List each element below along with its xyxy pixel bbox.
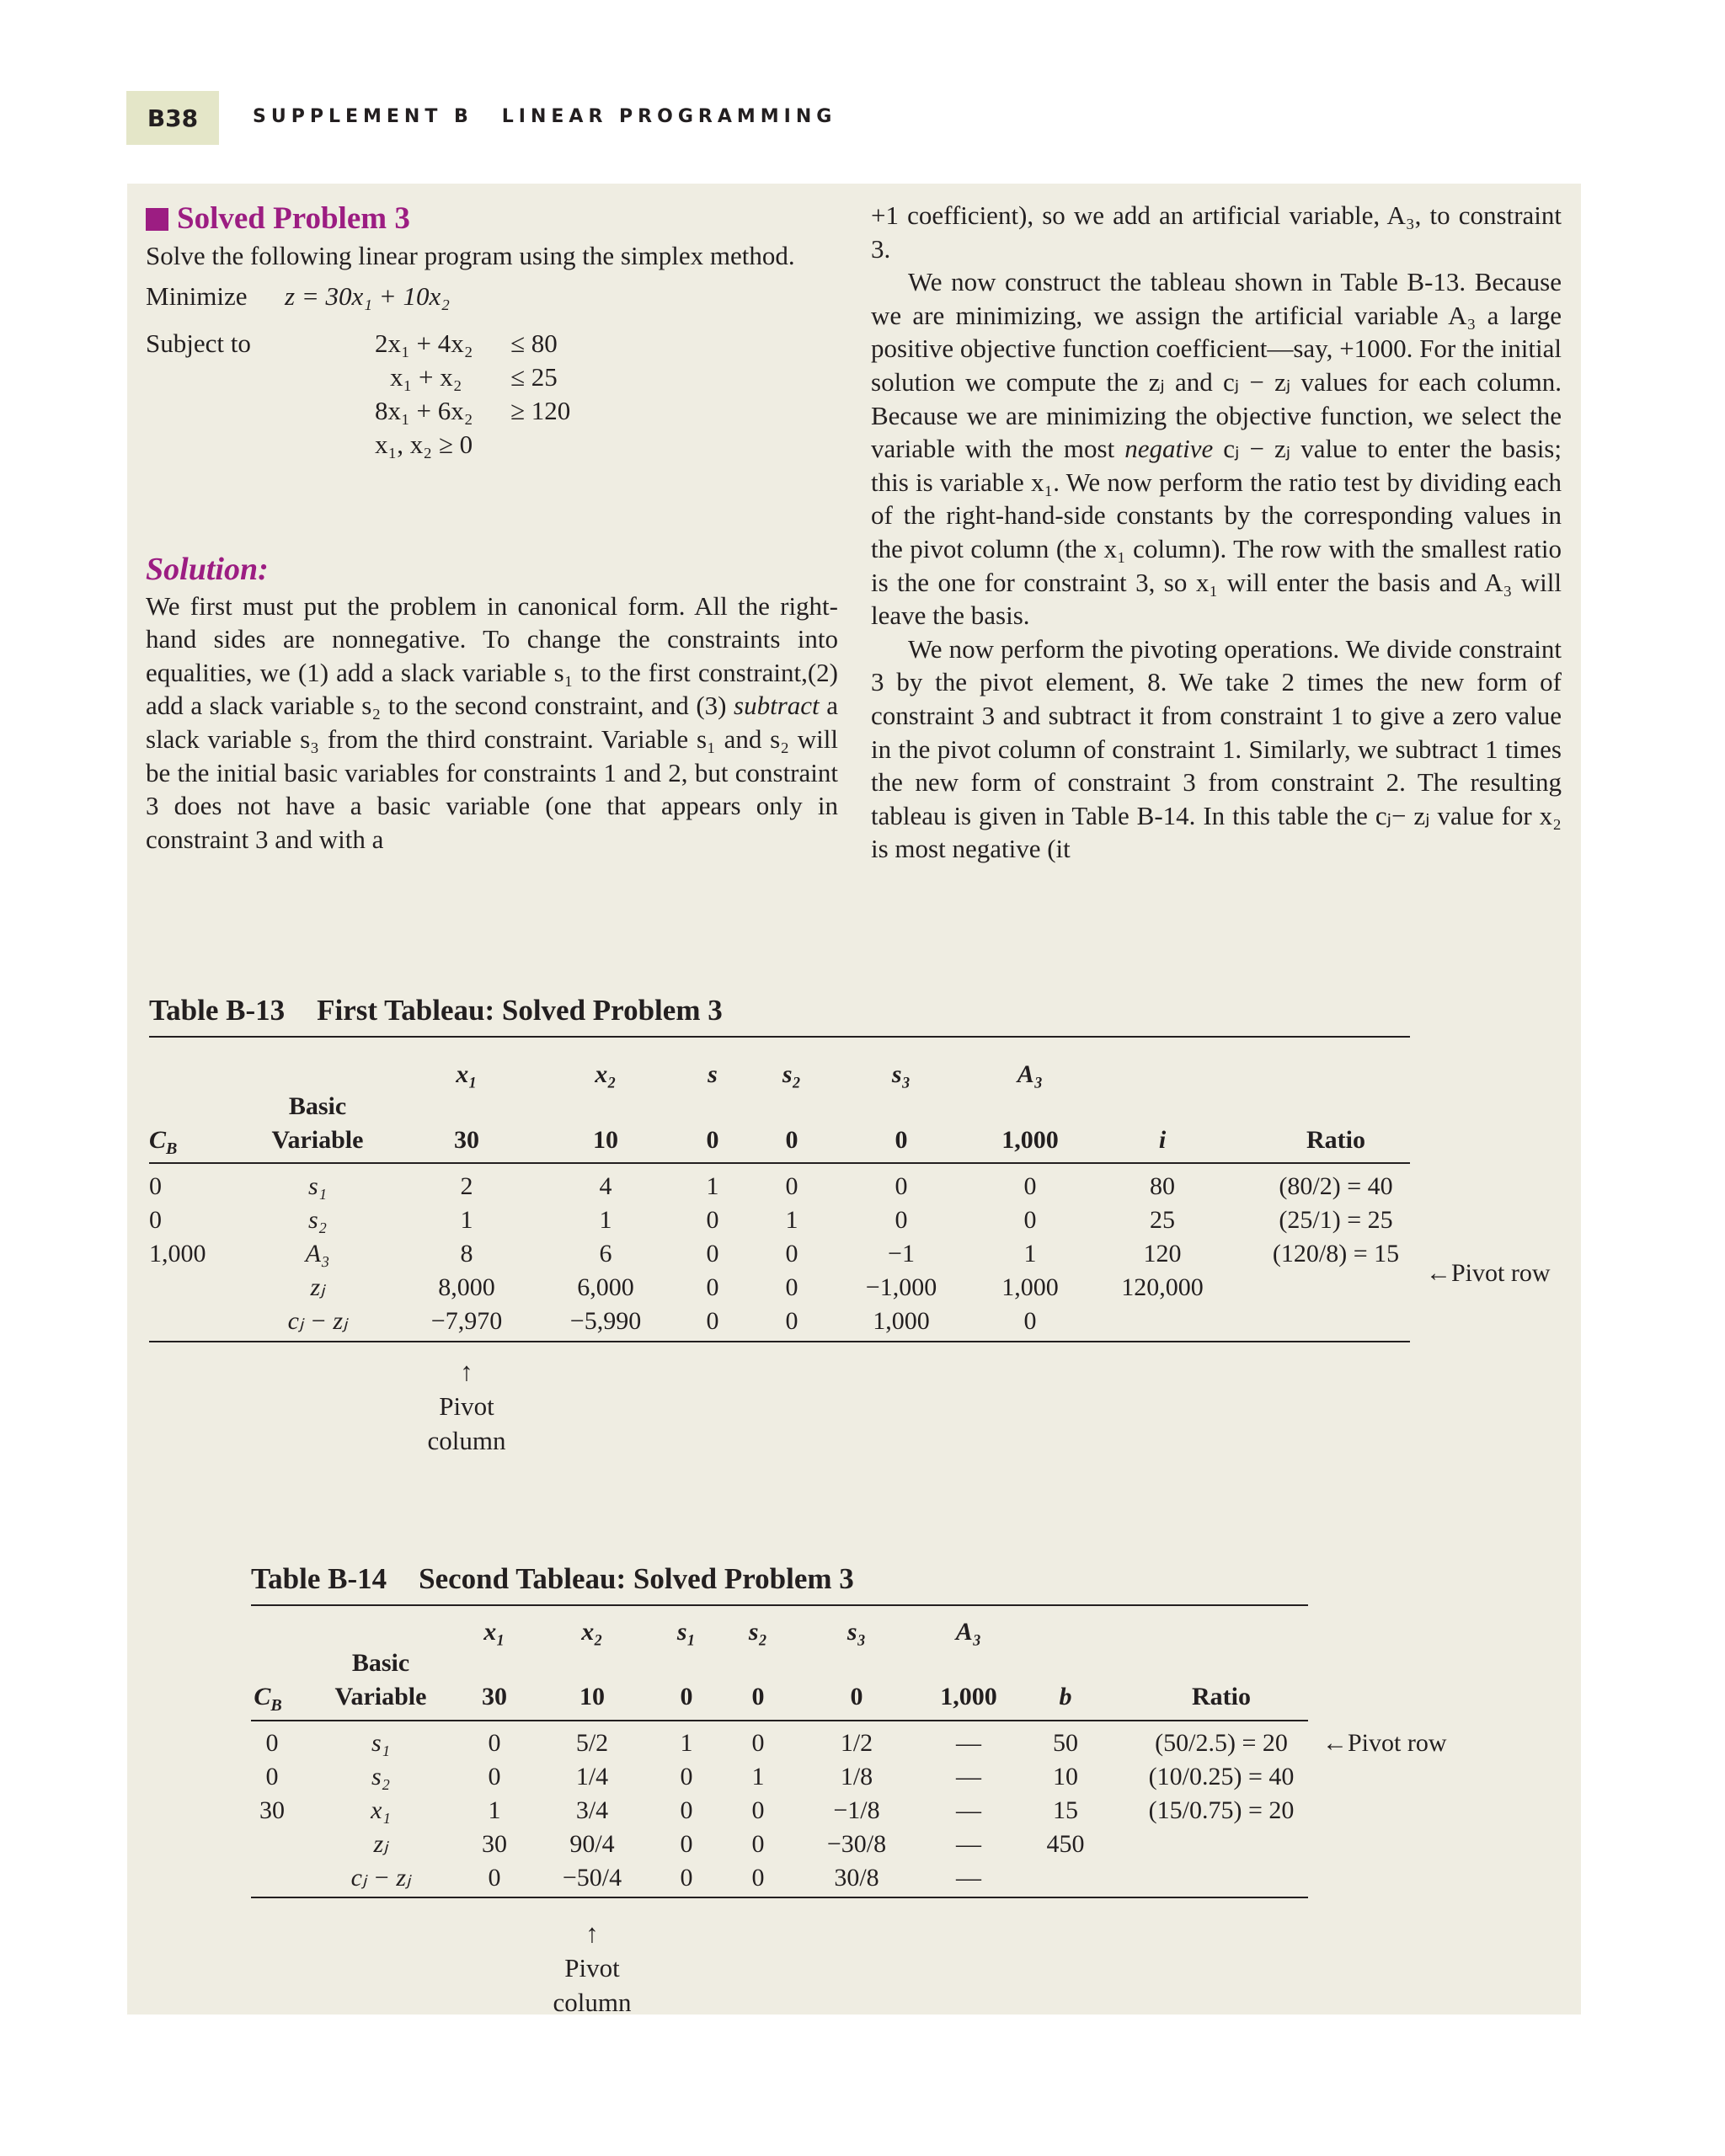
basic-variable-cell: zⱼ (310, 1273, 325, 1301)
cb-subscript: B (166, 1139, 178, 1158)
table-top-rule (149, 1036, 1410, 1038)
s3-cell: 0 (895, 1206, 908, 1234)
a3-cell: 0 (1023, 1172, 1037, 1200)
table-number: Table B-13 (149, 994, 286, 1027)
ratio-cell: (25/1) = 25 (1279, 1206, 1393, 1234)
col-header: x₂ (595, 1060, 617, 1088)
cost-coef: 1,000 (940, 1683, 997, 1710)
cost-coef: 30 (454, 1126, 479, 1154)
constraint-row-1 (146, 327, 838, 360)
s3-cell: 30/8 (834, 1864, 879, 1892)
constraint-row-2 (146, 360, 838, 394)
solution-paragraph (146, 590, 838, 857)
rhs-cell: 80 (1150, 1172, 1175, 1200)
x1-cell: 8 (460, 1240, 473, 1267)
table-bottom-rule (251, 1897, 1308, 1898)
s1-cell: 1 (706, 1172, 719, 1200)
pivot-column-marker (428, 1354, 506, 1458)
running-header (253, 106, 836, 127)
pivot-label: Pivot (439, 1391, 494, 1421)
s2-cell: 0 (785, 1240, 798, 1267)
objective-function: z = 30x₁ + 10x₂ (285, 280, 450, 311)
a3-cell: 0 (1023, 1307, 1037, 1335)
s2-cell: 0 (785, 1307, 798, 1335)
basic-variable-cell: A₃ (305, 1240, 330, 1267)
constraint-lhs: 2x₁ + 4x₂ (375, 328, 473, 358)
col-header: s₃ (891, 1060, 911, 1088)
col-header: s₃ (846, 1618, 867, 1646)
basic-variable-cell: s₁ (371, 1729, 391, 1757)
nonnegativity-constraint: x₁, x₂ ≥ 0 (375, 429, 473, 459)
col-header: x₁ (483, 1618, 505, 1646)
s3-cell: −1,000 (865, 1273, 937, 1301)
x2-cell: 3/4 (575, 1796, 609, 1824)
s2-cell: 0 (751, 1830, 765, 1858)
s1-cell: 0 (706, 1206, 719, 1234)
x1-cell: −7,970 (430, 1307, 503, 1335)
x2-cell: 90/4 (569, 1830, 615, 1858)
basic-variable-cell: s₁ (307, 1172, 328, 1200)
x1-cell: 0 (488, 1729, 501, 1757)
basic-variable-cell: zⱼ (373, 1830, 388, 1858)
right-paragraph-0: +1 coefficient), so we add an artificial variable, A₃, to constraint 3. (871, 200, 1562, 264)
a3-cell: — (956, 1830, 981, 1858)
pivot-label: Pivot (564, 1953, 620, 1983)
x1-cell: 30 (482, 1830, 507, 1858)
cb-symbol: C (149, 1126, 167, 1154)
col-header: x₂ (581, 1618, 603, 1646)
up-arrow-icon: ↑ (460, 1357, 473, 1386)
cb-cell: 1,000 (149, 1240, 206, 1267)
col-header: A₃ (1017, 1060, 1044, 1088)
cb-cell: 0 (149, 1172, 162, 1200)
cb-cell: 0 (149, 1206, 162, 1234)
pivot-row-label: ←Pivot row (1322, 1729, 1447, 1757)
x1-cell: 0 (488, 1763, 501, 1790)
s2-cell: 0 (751, 1796, 765, 1824)
x2-cell: 6 (599, 1240, 612, 1267)
cb-cell: 0 (265, 1729, 279, 1757)
column-label: column (427, 1426, 506, 1455)
x2-cell: 4 (599, 1172, 612, 1200)
s3-cell: 1/2 (840, 1729, 873, 1757)
col-header: A₃ (955, 1618, 982, 1646)
chapter-label: LINEAR PROGRAMMING (501, 106, 837, 127)
ratio-label: Ratio (1306, 1126, 1365, 1154)
s3-cell: 1/8 (840, 1763, 873, 1790)
s1-cell: 0 (680, 1796, 693, 1824)
rhs-label: b (1059, 1683, 1072, 1710)
problem-intro: Solve the following linear program using the simplex method. (146, 241, 795, 270)
x1-cell: 1 (488, 1796, 501, 1824)
right-column (871, 199, 1562, 866)
s3-cell: −1/8 (833, 1796, 880, 1824)
solved-problem-title: Solved Problem 3 (177, 201, 410, 236)
ratio-label: Ratio (1192, 1683, 1251, 1710)
solved-problem-heading (146, 199, 838, 239)
rhs-cell: 25 (1150, 1206, 1175, 1234)
s2-cell: 0 (785, 1172, 798, 1200)
cost-coef: 0 (706, 1126, 719, 1154)
s2-cell: 0 (785, 1273, 798, 1301)
ratio-cell: (10/0.25) = 40 (1148, 1763, 1295, 1790)
variable-label: Variable (334, 1683, 427, 1710)
s1-cell: 0 (680, 1763, 693, 1790)
supplement-label: SUPPLEMENT B (253, 106, 473, 127)
pivot-column-marker (553, 1916, 632, 2020)
cost-coef: 30 (482, 1683, 507, 1710)
s1-cell: 0 (680, 1830, 693, 1858)
constraint-rhs: ≤ 25 (510, 361, 558, 392)
ratio-cell: (120/8) = 15 (1272, 1240, 1400, 1267)
page-number: B38 (147, 104, 199, 132)
a3-cell: — (956, 1729, 981, 1757)
a3-cell: 1 (1023, 1240, 1037, 1267)
a3-cell: — (956, 1763, 981, 1790)
cost-coef: 0 (751, 1683, 765, 1710)
col-header: s₂ (782, 1060, 802, 1088)
a3-cell: 0 (1023, 1206, 1037, 1234)
cb-label (254, 1682, 281, 1721)
x1-cell: 8,000 (438, 1273, 495, 1301)
col-header: x₁ (456, 1060, 478, 1088)
x2-cell: −5,990 (569, 1307, 642, 1335)
minimize-label: Minimize (146, 280, 248, 311)
basic-variable-cell: s₂ (307, 1206, 328, 1234)
right-paragraph-1 (871, 265, 1562, 632)
basic-variable-cell: cⱼ − zⱼ (287, 1307, 348, 1335)
cost-coef: 10 (593, 1126, 618, 1154)
cost-coef: 0 (680, 1683, 693, 1710)
table-bottom-rule (149, 1341, 1410, 1342)
s2-cell: 1 (751, 1763, 765, 1790)
col-header: s (708, 1060, 718, 1088)
objective-row (146, 280, 838, 313)
basic-label: Basic (351, 1649, 410, 1677)
s1-cell: 0 (706, 1240, 719, 1267)
up-arrow-icon: ↑ (585, 1919, 599, 1948)
constraint-row-3 (146, 394, 838, 428)
s2-cell: 1 (785, 1206, 798, 1234)
table-number: Table B-14 (251, 1562, 387, 1595)
ratio-cell: (50/2.5) = 20 (1155, 1729, 1288, 1757)
basic-variable-cell: s₂ (371, 1763, 391, 1790)
s3-cell: 0 (895, 1172, 908, 1200)
right-paragraph-2: We now perform the pivoting operations. We divide constraint 3 by the pivot element, 8. We take 2 times the new form of constraint 3 and subtract it from constraint 1 to give a zero value in the pivot column of constraint 1. Similarly, we subtract 1 times the new form of constraint 3 from constraint 2. The resulting tableau is given in Table B-14. In this table the cⱼ− zⱼ value for x₂ is most negative (it (871, 633, 1562, 864)
nonnegativity-row (146, 428, 838, 462)
right-text-1a: We now construct the tableau shown in Table B-13. Because we are minimizing, we assign the artificial variable A₃ a large positive objective function coefficient—say, +1000. For the initial solution we compute the zⱼ and cⱼ − zⱼ values for each column. Because we are minimizing the objective function, we select the variable with the most (871, 267, 1562, 464)
table-b14-caption (251, 1562, 854, 1596)
basic-label: Basic (288, 1092, 347, 1120)
right-text-1b: cⱼ − zⱼ value to enter the basis; this is variable x₁. We now perform the ratio test by dividing each of the right-hand-side constants by the corresponding values in the pivot column (the x₁ column). The row with the smallest ratio is the one for constraint 3, so x₁ will enter the basis and A₃ will leave the basis. (871, 434, 1562, 631)
solution-heading: Solution: (146, 551, 269, 587)
x2-cell: 1 (599, 1206, 612, 1234)
solution-emphasis: subtract (734, 691, 820, 721)
table-b13-caption (149, 994, 723, 1027)
x1-cell: 2 (460, 1172, 473, 1200)
cb-symbol: C (254, 1683, 271, 1710)
table-title: Second Tableau: Solved Problem 3 (419, 1562, 854, 1595)
left-column (146, 199, 838, 856)
s2-cell: 0 (751, 1864, 765, 1892)
constraint-rhs: ≤ 80 (510, 328, 558, 358)
x1-cell: 1 (460, 1206, 473, 1234)
s2-cell: 0 (751, 1729, 765, 1757)
page-number-tab (126, 91, 219, 145)
cb-subscript: B (270, 1696, 282, 1715)
right-emphasis: negative (1124, 434, 1214, 464)
s1-cell: 0 (680, 1864, 693, 1892)
col-header: s₁ (676, 1618, 697, 1646)
ratio-cell: (15/0.75) = 20 (1148, 1796, 1295, 1824)
rhs-cell: 50 (1053, 1729, 1078, 1757)
rhs-cell: 120 (1143, 1240, 1182, 1267)
col-header: s₂ (748, 1618, 768, 1646)
constraint-rhs: ≥ 120 (510, 395, 571, 425)
s3-cell: −1 (888, 1240, 915, 1267)
cb-cell: 30 (259, 1796, 285, 1824)
cost-coef: 0 (785, 1126, 798, 1154)
cost-coef: 0 (895, 1126, 908, 1154)
s1-cell: 0 (706, 1307, 719, 1335)
table-top-rule (251, 1604, 1308, 1606)
cost-coef: 0 (850, 1683, 863, 1710)
x1-cell: 0 (488, 1864, 501, 1892)
column-label: column (553, 1988, 632, 2017)
variable-label: Variable (271, 1126, 364, 1154)
header-rule (251, 1720, 1308, 1721)
basic-variable-cell: cⱼ − zⱼ (350, 1864, 411, 1892)
rhs-cell: 450 (1046, 1830, 1085, 1858)
constraint-lhs: 8x₁ + 6x₂ (375, 395, 473, 425)
cb-cell: 0 (265, 1763, 279, 1790)
rhs-label: i (1158, 1126, 1167, 1154)
basic-variable-cell: x₁ (371, 1796, 391, 1824)
rhs-cell: 15 (1053, 1796, 1078, 1824)
a3-cell: — (956, 1864, 981, 1892)
s1-cell: 1 (680, 1729, 693, 1757)
subject-to-label: Subject to (146, 328, 251, 358)
ratio-cell: (80/2) = 40 (1279, 1172, 1393, 1200)
rhs-cell: 10 (1053, 1763, 1078, 1790)
a3-cell: — (956, 1796, 981, 1824)
cost-coef: 10 (579, 1683, 605, 1710)
x2-cell: 5/2 (575, 1729, 609, 1757)
square-bullet-icon (146, 208, 168, 231)
rhs-cell: 120,000 (1121, 1273, 1204, 1301)
constraint-lhs: x₁ + x₂ (390, 361, 462, 392)
solution-text-2: a slack variable s₃ from the third constraint. Variable s₁ and s₂ will be the initial basic variables for constraints 1 and 2, but constraint 3 does not have a basic variable (one that appears only in constraint 3 and with a (146, 691, 838, 854)
header-rule (149, 1162, 1410, 1164)
a3-cell: 1,000 (1001, 1273, 1059, 1301)
s1-cell: 0 (706, 1273, 719, 1301)
x2-cell: −50/4 (562, 1864, 622, 1892)
cost-coef: 1,000 (1001, 1126, 1059, 1154)
solution-text-1: We first must put the problem in canonical form. All the right-hand sides are nonnegative. To change the constraints into equalities, we (1) add a slack variable s₁ to the first constraint,(2) add a slack variable s₂ to the second constraint, and (3) (146, 590, 838, 721)
x2-cell: 6,000 (577, 1273, 634, 1301)
s3-cell: −30/8 (826, 1830, 887, 1858)
x2-cell: 1/4 (575, 1763, 609, 1790)
cb-label (149, 1125, 177, 1164)
pivot-row-label: ←Pivot row (1426, 1259, 1551, 1287)
s3-cell: 1,000 (873, 1307, 930, 1335)
table-title: First Tableau: Solved Problem 3 (317, 994, 723, 1027)
